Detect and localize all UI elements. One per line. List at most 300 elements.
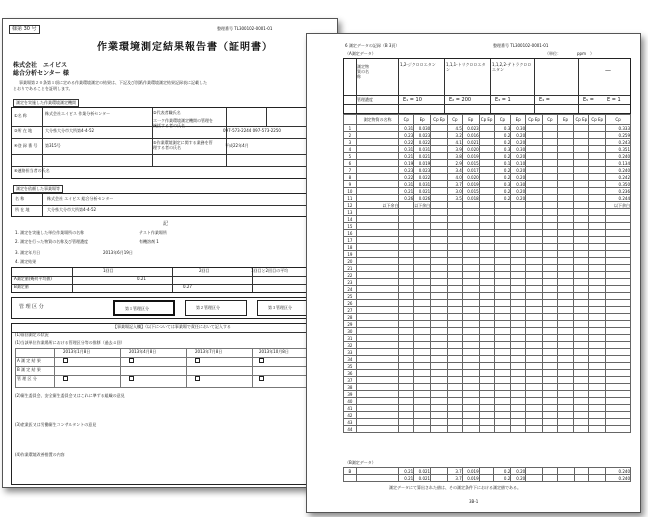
table-cell: [543, 209, 558, 216]
table-cell: 8: [344, 174, 357, 181]
table-cell: 25: [344, 293, 357, 300]
table-cell: [557, 223, 574, 230]
table-cell: [448, 391, 463, 398]
table-cell: [557, 195, 574, 202]
control-value-label: 管理濃度: [357, 97, 373, 102]
table-cell: 34: [344, 356, 357, 363]
table-cell: [574, 265, 589, 272]
table-cell: [479, 188, 494, 195]
measurement-table: [343, 114, 631, 433]
table-cell: [356, 216, 399, 223]
table-cell: 36: [344, 370, 357, 377]
table-cell: [479, 244, 494, 251]
table-cell: [414, 272, 431, 279]
table-cell: [479, 426, 494, 433]
agency-section-title: 測定を実施した作業環境測定機関: [13, 99, 79, 107]
table-cell: [462, 335, 479, 342]
table-cell: [479, 363, 494, 370]
table-cell: [606, 265, 631, 272]
table-cell: [526, 356, 543, 363]
table-cell: 43: [344, 419, 357, 426]
table-cell: [589, 377, 606, 384]
table-cell: [462, 426, 479, 433]
table-cell: [574, 195, 589, 202]
table-cell: [356, 230, 399, 237]
table-cell: [543, 314, 558, 321]
table-cell: [462, 272, 479, 279]
table-cell: [589, 307, 606, 314]
table-cell: [511, 384, 526, 391]
table-cell: [344, 475, 357, 482]
table-cell: [543, 419, 558, 426]
table-cell: [414, 216, 431, 223]
table-cell: [448, 349, 463, 356]
agency-rep-label: ②代表者職氏名: [153, 110, 181, 115]
table-cell: [511, 293, 526, 300]
table-cell: [543, 202, 558, 209]
table-cell: 0.20: [511, 153, 526, 160]
table-cell: [494, 377, 511, 384]
table-cell: [557, 391, 574, 398]
table-cell: [399, 279, 414, 286]
table-row: [344, 146, 631, 153]
table-cell: 0.2: [494, 195, 511, 202]
table-cell: [479, 335, 494, 342]
table-row: [344, 279, 631, 286]
table-row: [344, 272, 631, 279]
table-cell: [479, 174, 494, 181]
table-row: [344, 216, 631, 223]
table-cell: [557, 398, 574, 405]
contact-person-label: ⑥連絡担当者の氏名: [14, 168, 50, 173]
table-cell: [414, 237, 431, 244]
table-cell: [431, 300, 448, 307]
grid-subheader-cell: Cp Ep: [479, 115, 494, 125]
history-date-1: 2013年1月8日: [63, 349, 91, 354]
table-cell: [606, 279, 631, 286]
table-cell: [526, 286, 543, 293]
table-cell: [589, 132, 606, 139]
grid-subheader-cell: Cp Ep: [589, 115, 606, 125]
b-data-title: （B測定データ）: [345, 460, 376, 465]
table-cell: 0.2: [494, 468, 511, 475]
table-cell: [557, 146, 574, 153]
table-cell: [526, 160, 543, 167]
table-cell: [526, 139, 543, 146]
table-cell: [557, 244, 574, 251]
table-cell: [511, 328, 526, 335]
table-cell: [526, 426, 543, 433]
table-cell: [526, 202, 543, 209]
table-cell: 以下余白: [356, 202, 399, 209]
form-number: 様第 30 号: [9, 25, 40, 34]
table-cell: [606, 377, 631, 384]
table-row: [344, 251, 631, 258]
table-cell: [526, 167, 543, 174]
table-cell: [414, 314, 431, 321]
table-cell: [526, 370, 543, 377]
table-cell: 0.10: [511, 160, 526, 167]
table-cell: [606, 216, 631, 223]
table-cell: [462, 265, 479, 272]
table-cell: [494, 258, 511, 265]
table-cell: [431, 174, 448, 181]
table-cell: [479, 202, 494, 209]
history-title: 【事業場記入欄】（以下については事業場で責任において記入する: [113, 324, 231, 329]
table-row: [344, 237, 631, 244]
table-cell: 0.020: [462, 146, 479, 153]
table-cell: [606, 335, 631, 342]
table-cell: [462, 342, 479, 349]
table-cell: [356, 174, 399, 181]
table-row: [344, 468, 631, 475]
table-cell: [431, 258, 448, 265]
table-cell: [526, 279, 543, 286]
management-class-3: 第３管理区分: [257, 300, 319, 316]
table-cell: [414, 349, 431, 356]
table-cell: [557, 335, 574, 342]
page2-section-title: 6 測定データの記録（B 3頁）: [345, 43, 400, 48]
table-cell: 33: [344, 349, 357, 356]
table-cell: [574, 405, 589, 412]
table-row: [344, 125, 631, 132]
management-class-1: 第１管理区分: [113, 300, 175, 316]
table-cell: [448, 398, 463, 405]
table-cell: [511, 356, 526, 363]
table-cell: [574, 349, 589, 356]
table-cell: [589, 314, 606, 321]
table-cell: 12: [344, 202, 357, 209]
table-cell: [526, 300, 543, 307]
agency-name-label: ①名 称: [14, 113, 27, 118]
table-cell: [431, 314, 448, 321]
table-cell: [414, 384, 431, 391]
table-cell: [399, 370, 414, 377]
table-cell: [356, 188, 399, 195]
report-page-1: [2, 18, 338, 488]
table-cell: [356, 426, 399, 433]
table-cell: [448, 321, 463, 328]
table-cell: [606, 237, 631, 244]
table-cell: 0.30: [511, 125, 526, 132]
table-row: [344, 293, 631, 300]
table-cell: [557, 174, 574, 181]
table-cell: [431, 405, 448, 412]
table-cell: [511, 412, 526, 419]
table-cell: [589, 370, 606, 377]
table-cell: [479, 356, 494, 363]
table-cell: [414, 405, 431, 412]
table-cell: 0.031: [414, 146, 431, 153]
table-cell: 17: [344, 237, 357, 244]
table-cell: [356, 363, 399, 370]
table-cell: 41: [344, 405, 357, 412]
table-cell: [543, 195, 558, 202]
table-cell: [589, 272, 606, 279]
table-cell: 0.2: [494, 188, 511, 195]
table-cell: [543, 132, 558, 139]
table-cell: [356, 195, 399, 202]
table-cell: [606, 328, 631, 335]
substance-last: —: [605, 67, 611, 74]
table-cell: 0.022: [414, 139, 431, 146]
table-cell: [543, 125, 558, 132]
table-cell: [414, 300, 431, 307]
table-cell: [462, 300, 479, 307]
history-row-b: B 測 定 結 果: [17, 367, 41, 372]
table-cell: [574, 272, 589, 279]
table-cell: 0.021: [414, 475, 431, 482]
table-cell: [589, 279, 606, 286]
table-row: [344, 181, 631, 188]
table-cell: [479, 412, 494, 419]
table-cell: [448, 300, 463, 307]
table-cell: [479, 307, 494, 314]
site-address-label: 所 在 地: [15, 207, 30, 212]
table-cell: [414, 377, 431, 384]
table-cell: 0.19: [399, 160, 414, 167]
table-cell: 0.20: [511, 174, 526, 181]
table-cell: [589, 468, 606, 475]
table-cell: [606, 272, 631, 279]
table-cell: [431, 146, 448, 153]
table-cell: [543, 307, 558, 314]
table-cell: [543, 426, 558, 433]
table-cell: [526, 328, 543, 335]
table-cell: [589, 426, 606, 433]
table-cell: [511, 251, 526, 258]
table-cell: [526, 188, 543, 195]
table-cell: [543, 328, 558, 335]
table-cell: [606, 244, 631, 251]
registration-date: 平成22年4月: [225, 143, 249, 148]
table-cell: [589, 153, 606, 160]
history-date-4: 2013年10月8日: [259, 349, 289, 354]
table-cell: [479, 468, 494, 475]
table-cell: 19: [344, 251, 357, 258]
table-cell: [557, 160, 574, 167]
table-cell: 0.2: [494, 174, 511, 181]
table-cell: [511, 209, 526, 216]
table-cell: [356, 384, 399, 391]
table-cell: [526, 307, 543, 314]
history-row-title: (1)当該単位作業場所における管理区分等の推移（過去４回）: [15, 340, 125, 345]
table-cell: [479, 279, 494, 286]
table-cell: [606, 230, 631, 237]
table-cell: 0.026: [414, 195, 431, 202]
item-1-label: 1. 測定を実施した単位作業場所の名称: [15, 230, 85, 235]
table-cell: 7: [344, 167, 357, 174]
table-cell: [542, 475, 557, 482]
table-cell: [356, 139, 399, 146]
site-name-label: 名 称: [15, 196, 25, 201]
table-cell: [448, 286, 463, 293]
history-checkbox: [259, 358, 264, 363]
table-cell: [511, 419, 526, 426]
table-cell: [606, 426, 631, 433]
table-cell: [557, 272, 574, 279]
table-cell: [479, 370, 494, 377]
table-cell: [494, 279, 511, 286]
table-cell: [356, 398, 399, 405]
table-cell: [606, 342, 631, 349]
table-cell: [606, 209, 631, 216]
table-cell: [494, 216, 511, 223]
table-cell: [543, 146, 558, 153]
table-cell: [557, 377, 574, 384]
table-cell: [462, 209, 479, 216]
item-3-label: 3. 測定年月日: [15, 250, 41, 255]
table-cell: [543, 188, 558, 195]
table-cell: [462, 223, 479, 230]
table-cell: [574, 286, 589, 293]
table-row: [344, 209, 631, 216]
table-cell: 24: [344, 286, 357, 293]
table-cell: [511, 307, 526, 314]
table-cell: 3.2: [448, 132, 463, 139]
table-cell: [511, 244, 526, 251]
table-cell: [589, 251, 606, 258]
table-cell: [399, 265, 414, 272]
table-cell: [431, 139, 448, 146]
table-cell: [462, 230, 479, 237]
table-cell: [356, 279, 399, 286]
table-cell: [479, 258, 494, 265]
table-cell: 18: [344, 244, 357, 251]
table-cell: [543, 293, 558, 300]
substance-header: [343, 58, 631, 114]
table-cell: [448, 377, 463, 384]
table-cell: [494, 426, 511, 433]
table-cell: [494, 223, 511, 230]
table-cell: [574, 314, 589, 321]
substance-2: 1,1,1-トリクロロエタン: [446, 62, 486, 72]
table-cell: [574, 426, 589, 433]
table-cell: [414, 293, 431, 300]
control-value-4: E₄ =: [539, 97, 550, 103]
note-committee: (2)衛生委員会、安全衛生委員会又はこれに準ずる組織の意見: [15, 393, 125, 398]
table-cell: 0.21: [399, 468, 414, 475]
grid-subheader-cell: Cp Ep: [431, 115, 448, 125]
table-cell: [557, 363, 574, 370]
table-cell: [589, 167, 606, 174]
table-cell: [574, 160, 589, 167]
table-cell: [511, 216, 526, 223]
table-cell: [606, 363, 631, 370]
table-cell: [606, 356, 631, 363]
table-cell: [399, 426, 414, 433]
table-cell: [526, 209, 543, 216]
site-name-value: 株式会社 エイビス 総合分析センター: [47, 196, 114, 201]
table-cell: 0.244: [606, 195, 631, 202]
table-cell: [356, 321, 399, 328]
table-cell: [448, 216, 463, 223]
table-cell: [399, 209, 414, 216]
table-cell: [494, 349, 511, 356]
table-row: [344, 244, 631, 251]
table-row: [344, 202, 631, 209]
table-cell: [574, 139, 589, 146]
table-cell: 0.018: [462, 195, 479, 202]
table-cell: [526, 237, 543, 244]
table-cell: [511, 286, 526, 293]
table-cell: [462, 307, 479, 314]
table-row: [344, 195, 631, 202]
table-cell: [557, 419, 574, 426]
table-cell: [356, 244, 399, 251]
table-cell: 0.016: [462, 132, 479, 139]
table-cell: 5: [344, 153, 357, 160]
table-cell: 0.31: [399, 181, 414, 188]
table-cell: 37: [344, 377, 357, 384]
table-cell: [356, 391, 399, 398]
table-cell: [356, 286, 399, 293]
table-cell: [431, 349, 448, 356]
table-cell: 0.242: [606, 174, 631, 181]
table-cell: 0.236: [606, 188, 631, 195]
table-cell: [526, 314, 543, 321]
grid-subheader-cell: Ep: [557, 115, 574, 125]
table-cell: [526, 335, 543, 342]
table-cell: 40: [344, 398, 357, 405]
table-cell: [574, 342, 589, 349]
table-cell: 0.23: [399, 132, 414, 139]
table-cell: [431, 328, 448, 335]
table-cell: 0.2: [494, 139, 511, 146]
table-cell: [574, 167, 589, 174]
table-cell: [511, 258, 526, 265]
table-cell: [494, 251, 511, 258]
table-cell: 0.26: [399, 195, 414, 202]
table-cell: [574, 377, 589, 384]
table-cell: [399, 391, 414, 398]
table-row: [344, 321, 631, 328]
table-cell: [431, 237, 448, 244]
table-cell: [557, 328, 574, 335]
table-cell: [574, 391, 589, 398]
table-cell: [606, 405, 631, 412]
table-cell: [431, 125, 448, 132]
table-cell: [574, 328, 589, 335]
table-cell: [526, 384, 543, 391]
table-cell: 3.0: [448, 188, 463, 195]
table-cell: 以下余白: [606, 202, 631, 209]
history-subtitle: (1)前回測定の状況: [15, 332, 49, 337]
table-cell: [356, 377, 399, 384]
table-cell: [589, 384, 606, 391]
table-cell: [606, 258, 631, 265]
table-cell: [431, 419, 448, 426]
table-cell: [526, 230, 543, 237]
table-cell: [589, 146, 606, 153]
table-cell: 2.9: [448, 160, 463, 167]
table-cell: [557, 209, 574, 216]
table-cell: [543, 363, 558, 370]
table-cell: [543, 139, 558, 146]
history-checkbox: [129, 358, 134, 363]
table-cell: [479, 125, 494, 132]
table-cell: [462, 251, 479, 258]
table-cell: 0.22: [399, 139, 414, 146]
table-cell: [526, 475, 543, 482]
table-row: [344, 426, 631, 433]
table-cell: [557, 293, 574, 300]
table-cell: [399, 293, 414, 300]
table-row: [344, 300, 631, 307]
table-cell: 28: [344, 314, 357, 321]
table-cell: [557, 384, 574, 391]
table-cell: 0.2: [494, 132, 511, 139]
